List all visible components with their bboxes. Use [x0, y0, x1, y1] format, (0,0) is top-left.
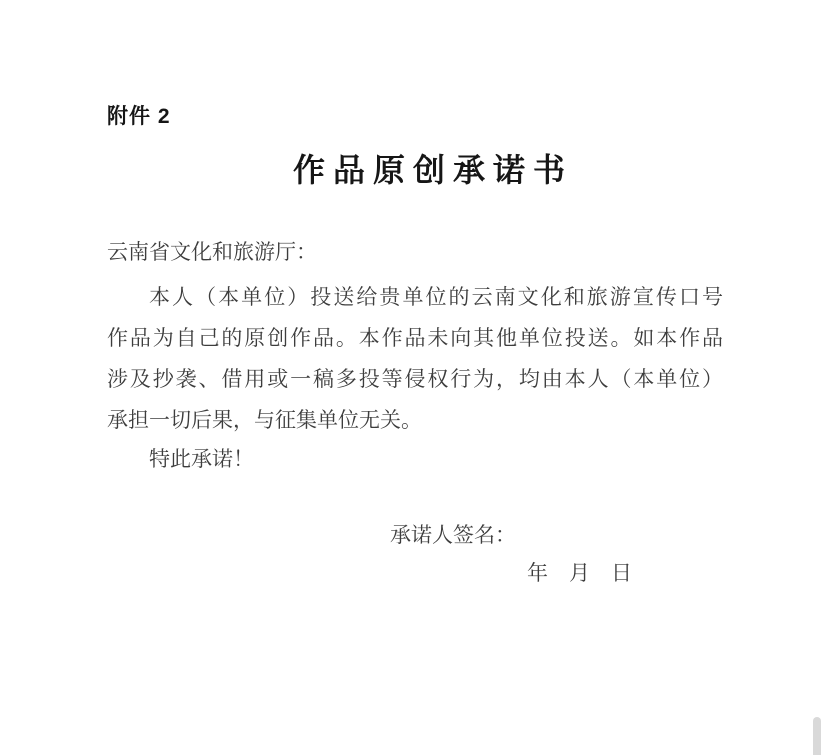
date-placeholder-line: 年 月 日	[527, 562, 632, 585]
body-line-2: 作品为自己的原创作品。本作品未向其他单位投送。如本作品	[107, 327, 723, 350]
scrollbar-thumb[interactable]	[813, 717, 821, 755]
closing-line: 特此承诺！	[149, 448, 254, 471]
signature-label: 承诺人签名：	[390, 524, 516, 547]
body-line-3: 涉及抄袭、借用或一稿多投等侵权行为，均由本人（本单位）	[107, 368, 723, 391]
body-line-1: 本人（本单位）投送给贵单位的云南文化和旅游宣传口号	[149, 286, 723, 309]
attachment-label: 附件 2	[107, 105, 171, 128]
salutation-line: 云南省文化和旅游厅：	[107, 241, 317, 264]
body-line-4: 承担一切后果，与征集单位无关。	[107, 409, 422, 432]
document-title: 作品原创承诺书	[293, 152, 574, 188]
